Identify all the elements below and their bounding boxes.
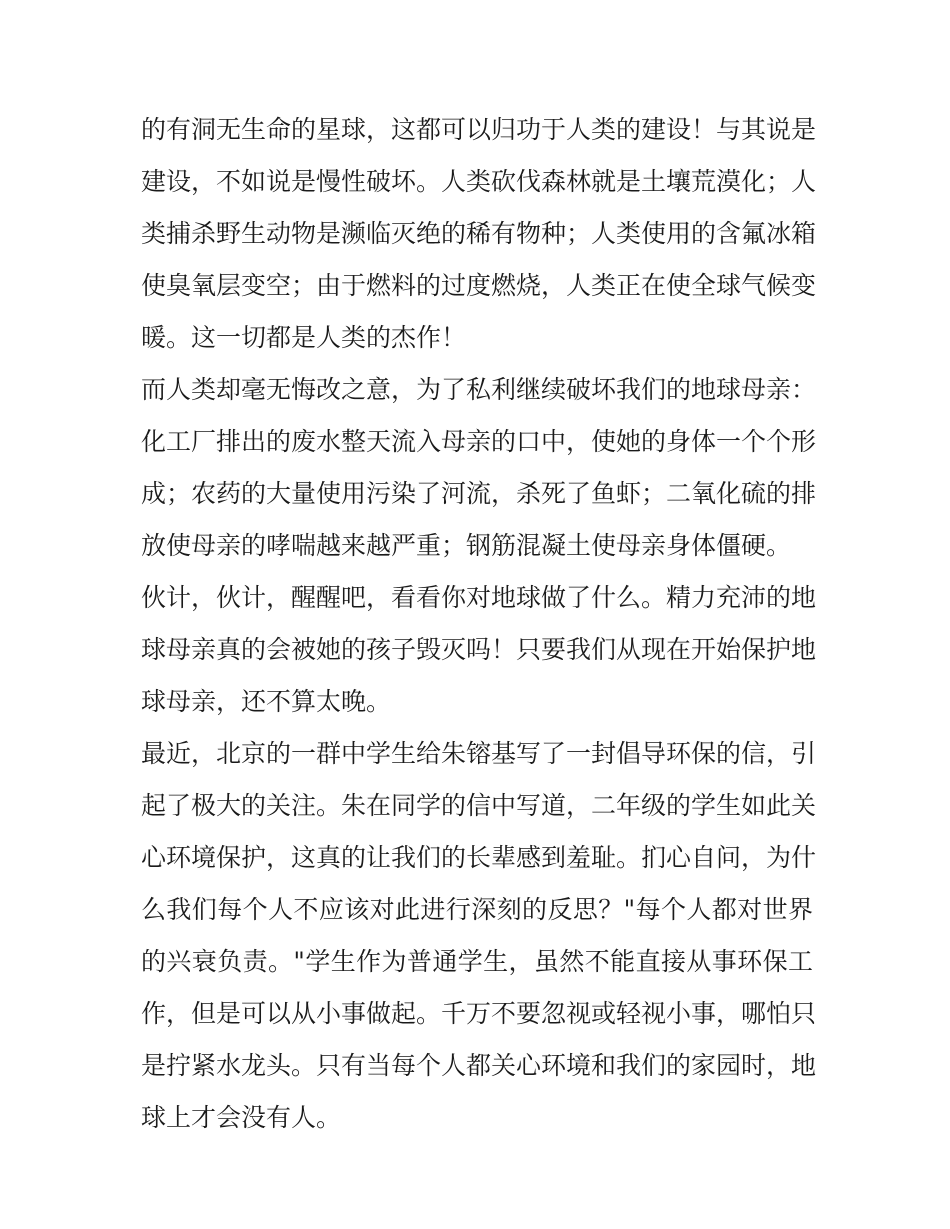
text-line: 球上才会没有人。 [141, 1103, 342, 1132]
text-line: 暖。这一切都是人类的杰作！ [141, 323, 467, 352]
text-line: 么我们每个人不应该对此进行深刻的反思？"每个人都对世界 [141, 895, 813, 924]
text-line: 作，但是可以从小事做起。千万不要忽视或轻视小事，哪怕只 [141, 999, 817, 1028]
text-line: 球母亲真的会被她的孩子毁灭吗！只要我们从现在开始保护地 [141, 635, 817, 664]
text-line: 最近，北京的一群中学生给朱镕基写了一封倡导环保的信，引 [141, 739, 817, 768]
text-line: 心环境保护，这真的让我们的长辈感到羞耻。扪心自问，为什 [141, 843, 817, 872]
text-line: 类捕杀野生动物是濒临灭绝的稀有物种；人类使用的含氟冰箱 [141, 219, 817, 248]
text-line: 的有洞无生命的星球，这都可以归功于人类的建设！与其说是 [141, 115, 817, 144]
text-line: 是拧紧水龙头。只有当每个人都关心环境和我们的家园时，地 [141, 1051, 817, 1080]
text-line: 成；农药的大量使用污染了河流，杀死了鱼虾；二氧化硫的排 [141, 479, 817, 508]
text-line: 使臭氧层变空；由于燃料的过度燃烧，人类正在使全球气候变 [141, 271, 817, 300]
text-line: 建设，不如说是慢性破坏。人类砍伐森林就是土壤荒漠化；人 [141, 167, 817, 196]
text-line: 化工厂排出的废水整天流入母亲的口中，使她的身体一个个形 [141, 427, 817, 456]
text-line: 起了极大的关注。朱在同学的信中写道，二年级的学生如此关 [141, 791, 817, 820]
text-line: 的兴衰负责。"学生作为普通学生，虽然不能直接从事环保工 [141, 947, 813, 976]
text-line: 球母亲，还不算太晚。 [141, 687, 392, 716]
text-line: 伙计，伙计，醒醒吧，看看你对地球做了什么。精力充沛的地 [141, 583, 817, 612]
document-body [141, 104, 817, 1144]
text-line: 而人类却毫无悔改之意，为了私利继续破坏我们的地球母亲： [141, 375, 817, 404]
text-line: 放使母亲的哮喘越来越严重；钢筋混凝土使母亲身体僵硬。 [141, 531, 792, 560]
